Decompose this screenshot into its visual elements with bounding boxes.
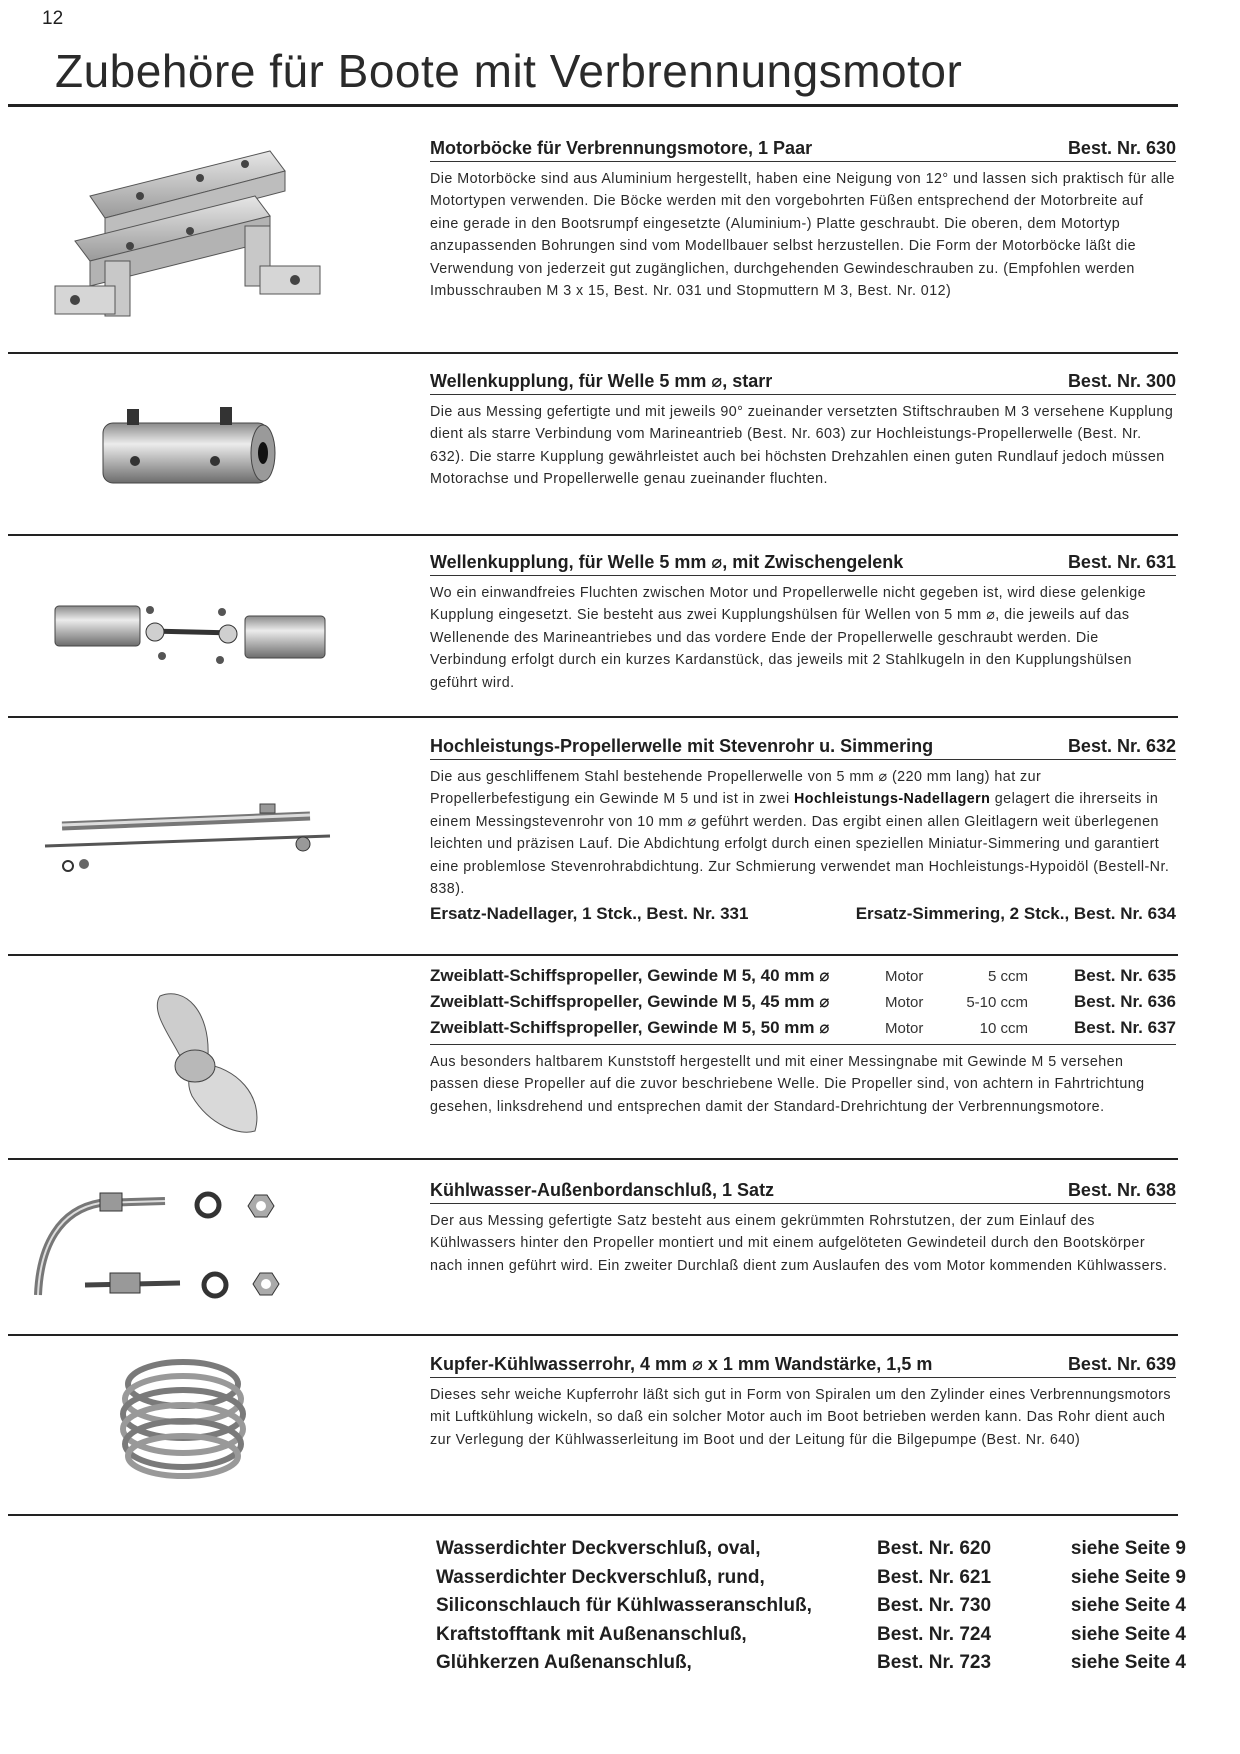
item-description: Aus besonders haltbarem Kunststoff hergestellt und mit einer Messingnabe mit Gewinde M 5 versehen passen diese Propeller auf die zuvor beschriebene Welle. Die Propeller sind, von achtern in Fahrtrichtung gesehen, linksdrehend und entsprechen damit der Standard-Drehrichtung der Verbrennungsmotore. bbox=[430, 1054, 1145, 1115]
reference-list bbox=[436, 1538, 1186, 1681]
item-title: Kühlwasser-Außenbordanschluß, 1 Satz bbox=[430, 1180, 775, 1200]
item-description: Die aus geschliffenem Stahl bestehende Propellerwelle von 5 mm ⌀ (220 mm lang) hat zur Propellerbefestigung ein Gewinde M 5 und ist in zwei Hochleistungs-Nadellagern gelagert die ihrerseits in einem Messingstevenrohr von 10 mm ⌀ geführt werden. Das ergibt einen allen Gleitlagern weit überlegenen leichten und präzisen Lauf. Die Abdichtung erfolgt durch einen speziellen Miniatur-Simmering und garantiert eine problemlose Stevenrohrabdichtung. Zur Schmierung verwendet man Hochleistungs-Hypoidöl (Bestell-Nr. 838). bbox=[430, 769, 1170, 898]
order-number: Best. Nr. 300 bbox=[1067, 371, 1176, 391]
item-kuehlwasser-anschluss bbox=[0, 1180, 1240, 1320]
order-number: Best. Nr. 631 bbox=[1067, 552, 1176, 572]
spare-part-left: Ersatz-Nadellager, 1 Stck., Best. Nr. 331 bbox=[430, 904, 749, 924]
item-description: Wo ein einwandfreies Fluchten zwischen Motor und Propellerwelle nicht gegeben ist, wird diese gelenkige Kupplung eingesetzt. Sie besteht aus zwei Kupplungshülsen für Wellen von 5 mm ⌀, die jeweils auf das Wellenende des Marineantriebes und das vordere Ende der Propellerwelle geschraubt werden. Die Verbindung erfolgt durch ein kurzes Kardanstück, das jeweils mit 2 Stahlkugeln in den Kupplungshülsen geführt wird. bbox=[430, 585, 1147, 691]
item-wellenkupplung-gelenk bbox=[0, 548, 1240, 708]
copper-coil-image bbox=[115, 1354, 250, 1484]
item-title: Wellenkupplung, für Welle 5 mm ⌀, mit Zwischengelenk bbox=[430, 552, 904, 572]
cooling-connector-image bbox=[30, 1185, 300, 1310]
item-propeller bbox=[0, 966, 1240, 1146]
coupling-image bbox=[95, 403, 285, 503]
propeller-image bbox=[140, 986, 270, 1146]
item-description: Der aus Messing gefertigte Satz besteht aus einem gekrümmten Rohrstutzen, der zum Einlauf des Kühlwassers hinter den Propeller montiert und mit einem aufgelöteten Gewindeteil durch den Bootskörper nach innen geführt wird. Ein zweiter Durchlaß dient zum Auslaufen des vom Motor kommenden Kühlwassers. bbox=[430, 1213, 1168, 1274]
page-number: 12 bbox=[42, 8, 64, 29]
item-wellenkupplung-starr bbox=[0, 368, 1240, 528]
propeller-row: Zweiblatt-Schiffspropeller, Gewinde M 5, 40 mm ⌀ Motor 5 ccm Best. Nr. 635 bbox=[430, 966, 1176, 985]
page-title: Zubehöre für Boote mit Verbrennungsmotor bbox=[55, 45, 963, 97]
section-divider bbox=[8, 352, 1178, 354]
section-divider bbox=[8, 954, 1178, 956]
order-number: Best. Nr. 632 bbox=[1067, 736, 1176, 756]
order-number: Best. Nr. 639 bbox=[1067, 1354, 1176, 1374]
item-kupferrohr bbox=[0, 1354, 1240, 1504]
item-title: Motorböcke für Verbrennungsmotore, 1 Paar bbox=[430, 138, 813, 158]
propeller-row: Zweiblatt-Schiffspropeller, Gewinde M 5, 50 mm ⌀ Motor 10 ccm Best. Nr. 637 bbox=[430, 1018, 1176, 1045]
item-description: Die Motorböcke sind aus Aluminium hergestellt, haben eine Neigung von 12° und lassen sich praktisch für alle Motortypen verwenden. Die Böcke werden mit den vorgebohrten Füßen entsprechend der Motorbreite auf eine gerade in den Bootsrumpf eingesetzte (Aluminium-) Platte geschraubt. Die oberen, dem Motortyp anzupassenden Bohrungen sind vom Modellbauer selbst herzustellen. Die Form der Motorböcke läßt die Verwendung von jederzeit gut zugänglichen, durchgehenden Gewindeschrauben zu. (Empfohlen werden Imbusschrauben M 3 x 15, Best. Nr. 031 und Stopmuttern M 3, Best. Nr. 012) bbox=[430, 171, 1175, 300]
item-description: Die aus Messing gefertigte und mit jeweils 90° zueinander versetzten Stiftschrauben M 3 versehene Kupplung dient als starre Verbindung vom Marineantrieb (Best. Nr. 603) zur Hochleistungs-Propellerwelle (Best. Nr. 632). Die starre Kupplung gewährleistet auch bei höchsten Drehzahlen einen guten Rundlauf jedoch müssen Motorachse und Propellerwelle genau zueinander fluchten. bbox=[430, 404, 1174, 488]
reference-row: Kraftstofftank mit Außenanschluß, Best. Nr. 724 siehe Seite 4 bbox=[436, 1623, 1186, 1645]
engine-mount-image bbox=[50, 146, 350, 326]
item-title: Kupfer-Kühlwasserrohr, 4 mm ⌀ x 1 mm Wandstärke, 1,5 m bbox=[430, 1354, 933, 1374]
section-divider bbox=[8, 534, 1178, 536]
section-divider bbox=[8, 1158, 1178, 1160]
section-divider bbox=[8, 1334, 1178, 1336]
item-motorboecke bbox=[0, 138, 1240, 353]
item-title: Wellenkupplung, für Welle 5 mm ⌀, starr bbox=[430, 371, 773, 391]
item-title: Hochleistungs-Propellerwelle mit Stevenrohr u. Simmering bbox=[430, 736, 934, 756]
propeller-shaft-image bbox=[40, 798, 340, 878]
reference-row: Glühkerzen Außenanschluß, Best. Nr. 723 siehe Seite 4 bbox=[436, 1652, 1186, 1673]
title-divider bbox=[8, 104, 1178, 107]
order-number: Best. Nr. 630 bbox=[1067, 138, 1176, 158]
reference-row: Wasserdichter Deckverschluß, rund, Best. Nr. 621 siehe Seite 9 bbox=[436, 1566, 1186, 1588]
section-divider bbox=[8, 1514, 1178, 1516]
reference-row: Wasserdichter Deckverschluß, oval, Best. Nr. 620 siehe Seite 9 bbox=[436, 1538, 1186, 1559]
jointed-coupling-image bbox=[50, 598, 330, 668]
spare-part-right: Ersatz-Simmering, 2 Stck., Best. Nr. 634 bbox=[855, 904, 1176, 924]
section-divider bbox=[8, 716, 1178, 718]
order-number: Best. Nr. 638 bbox=[1067, 1180, 1176, 1200]
propeller-row: Zweiblatt-Schiffspropeller, Gewinde M 5, 45 mm ⌀ Motor 5-10 ccm Best. Nr. 636 bbox=[430, 992, 1176, 1011]
item-propellerwelle bbox=[0, 736, 1240, 936]
reference-row: Siliconschlauch für Kühlwasseranschluß, Best. Nr. 730 siehe Seite 4 bbox=[436, 1595, 1186, 1616]
item-description: Dieses sehr weiche Kupferrohr läßt sich gut in Form von Spiralen um den Zylinder eines Verbrennungsmotors mit Luftkühlung wickeln, so daß ein solcher Motor auch im Boot betrieben werden kann. Das Rohr dient auch zur Verlegung der Kühlwasserleitung im Boot und der Leitung für die Bilgepumpe (Best. Nr. 640) bbox=[430, 1387, 1171, 1448]
